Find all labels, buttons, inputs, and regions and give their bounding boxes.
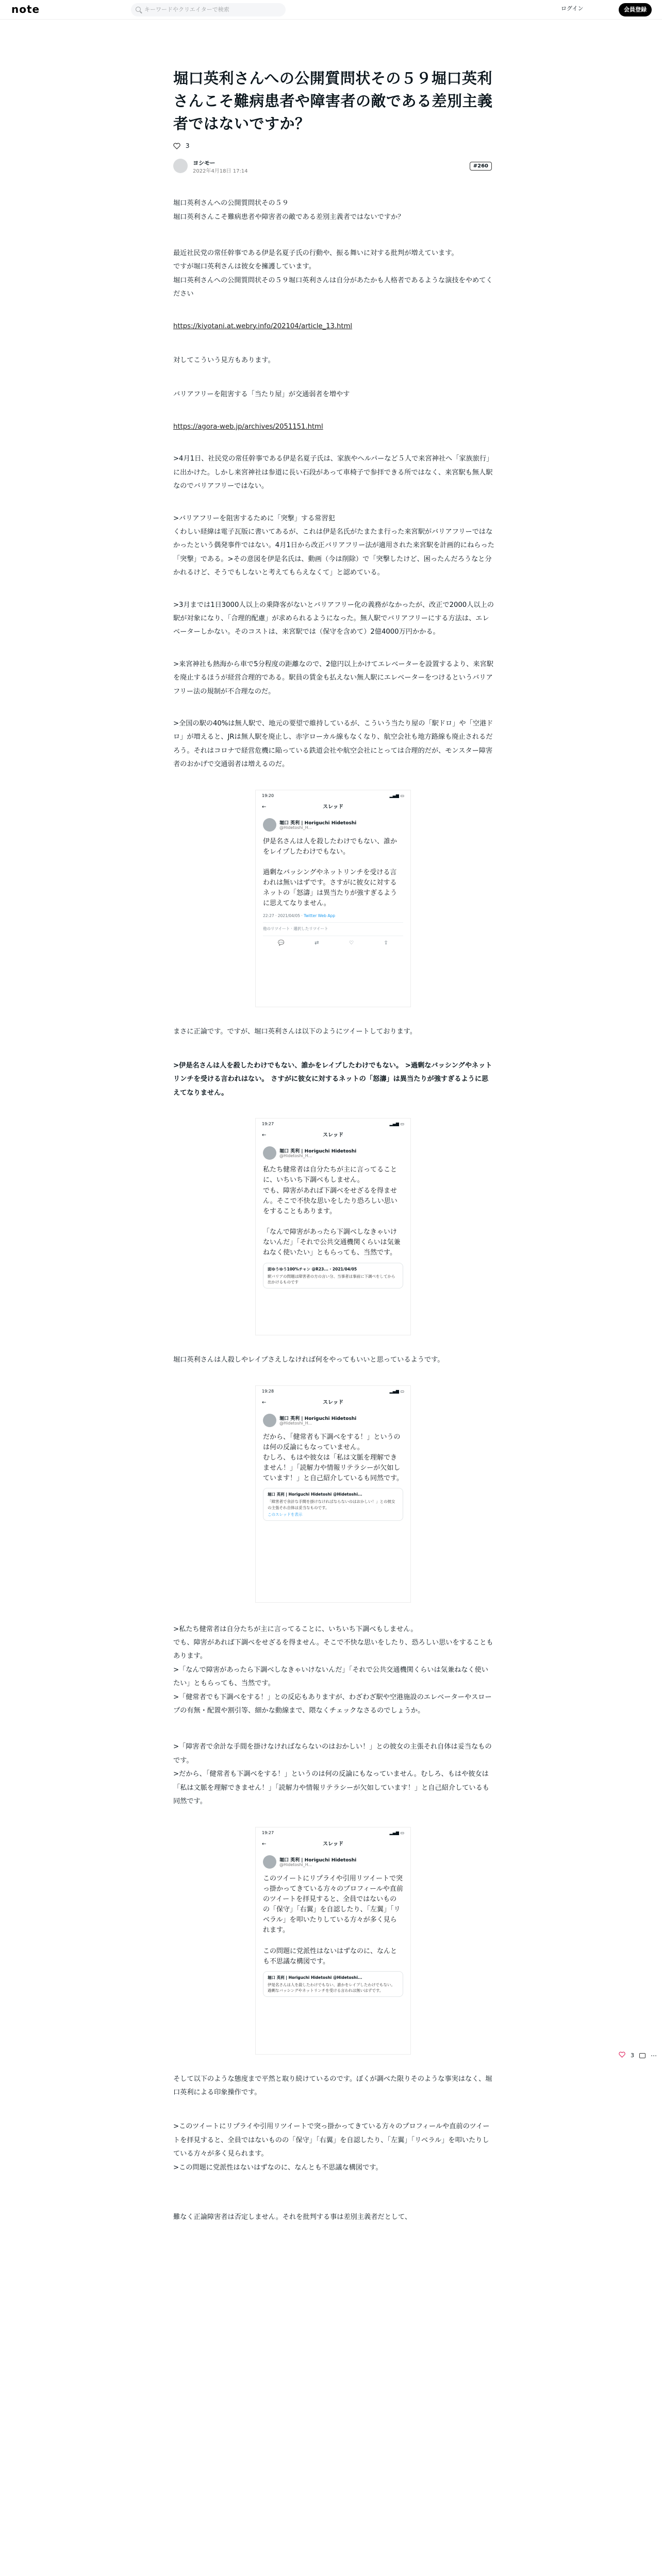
paragraph: そして以下のような態度まで平然と取り続けているのです。ぼくが調べた限りそのような事実はなく、堀口英利による印象操作です。: [173, 2075, 492, 2096]
tweet-stats: 他のリツイート · 選択したリツイート: [263, 922, 403, 931]
side-like-count: 3: [631, 2052, 634, 2059]
signal-icon: ▂▄▆ ▭: [389, 1830, 404, 1835]
tweet-nav-title: スレッド: [323, 1399, 343, 1405]
tweet-nav: [256, 1839, 410, 1850]
back-arrow-icon[interactable]: ←: [262, 1132, 267, 1139]
share-icon[interactable]: ⇪: [384, 940, 388, 946]
quoted-tweet: [263, 1971, 403, 1997]
back-arrow-icon[interactable]: ←: [262, 1399, 267, 1405]
search-input[interactable]: [131, 3, 286, 16]
article-link[interactable]: https://agora-web.jp/archives/2051151.html: [173, 422, 323, 431]
show-thread-link: このスレッドを表示: [268, 1512, 303, 1517]
paragraph: >3月までは1日3000人以上の乗降客がないとバリアフリー化の義務がなかったが、改正で2000人以上の駅が対象になり、「合理的配慮」が求められるようになった。無人駅でバリアフリーにする方法は、エレベーターしかない。そのコストは、来宮駅では（保守を含めて）2億4000万円かかる。: [173, 601, 494, 636]
note-logo[interactable]: note: [11, 3, 40, 15]
paragraph: バリアフリーを阻害する「当たり屋」が交通弱者を増やす: [173, 391, 350, 399]
tweet-author-name: 堀口 英利 | Horiguchi Hidetoshi: [279, 820, 357, 826]
tweet-nav-title: スレッド: [323, 1132, 343, 1139]
tweet-screenshot: [256, 790, 410, 1007]
comment-icon[interactable]: [639, 2053, 646, 2058]
tweet-nav: [256, 1130, 410, 1141]
signal-icon: ▂▄▆ ▭: [389, 793, 404, 798]
tweet-nav-title: スレッド: [323, 804, 343, 810]
tweet-header: [263, 818, 403, 834]
like-bar: [173, 142, 495, 152]
like-icon[interactable]: ♡: [349, 940, 354, 946]
quoted-tweet-text: 「障害者で余計な手間を掛けなければならないのはおかしい！」との彼女の主張それ自体は妥当なものです。: [268, 1499, 395, 1510]
status-time: 19:27: [262, 1830, 274, 1835]
bold-paragraph: >伊是名さんは人を殺したわけでもない、誰かをレイプしたわけでもない。 >過剰なバッシングやネットリンチを受ける言われはない。 さすがに彼女に対するネットの「怒濤」は異当たりが強すぎるように思えてなりません。: [173, 1062, 492, 1097]
phone-status-bar: [256, 790, 410, 802]
tweet-author-handle: @Hidetoshi_H...: [279, 1154, 312, 1159]
paragraph: 最近社民党の常任幹事である伊是名夏子氏の行動や、振る舞いに対する批判が増えています。 ですが堀口英利さんは彼女を擁護しています。 堀口英利さんへの公開質問状その５９堀口英利さんは自分があたかも人格者であるような演技をやめてください: [173, 249, 493, 298]
tweet-avatar: [263, 1414, 276, 1427]
tweet: [256, 813, 410, 951]
login-link[interactable]: ログイン: [561, 5, 584, 12]
search-icon: [136, 7, 141, 12]
tweet: [256, 1141, 410, 1294]
quoted-tweet-text: 伊是名さんは人を殺したわけでもない、誰かをレイプしたわけでもない。過剰なバッシングやネットリンチを受ける言われは無いはずです。: [268, 1982, 395, 1993]
paragraph: 堀口英利さんへの公開質問状その５９ 堀口英利さんこそ難病患者や障害者の敵である差別主義者ではないですか？: [173, 199, 405, 221]
hashtag-badge[interactable]: #260: [470, 162, 492, 171]
tweet-screenshot: [256, 1118, 410, 1335]
tweet-author-name: 堀口 英利 | Horiguchi Hidetoshi: [279, 1416, 357, 1421]
tweet-header: [263, 1146, 403, 1162]
tweet-avatar: [263, 1855, 276, 1869]
phone-status-bar: [256, 1386, 410, 1397]
paragraph: まさに正論です。ですが、堀口英利さんは以下のようにツイートしております。: [173, 1027, 417, 1036]
phone-status-bar: [256, 1827, 410, 1839]
tweet-author-name: 堀口 英利 | Horiguchi Hidetoshi: [279, 1149, 357, 1155]
status-time: 19:20: [262, 793, 274, 798]
status-time: 19:27: [262, 1122, 274, 1127]
tweet-author-handle: @Hidetoshi_H...: [279, 1420, 312, 1426]
tweet-avatar: [263, 1146, 276, 1160]
quoted-tweet: [263, 1263, 403, 1289]
tweet: [256, 1850, 410, 2003]
side-actions: [619, 2052, 657, 2059]
tweet-author-handle: @Hidetoshi_H...: [279, 1862, 312, 1867]
article-title: 堀口英利さんへの公開質問状その５９堀口英利さんこそ難病患者や障害者の敵である差別主義者ではないですか？: [173, 70, 493, 133]
retweet-icon[interactable]: ⇄: [315, 940, 319, 946]
tweet-text: 伊是名さんは人を殺したわけでもない、誰かをレイプしたわけでもない。 過剰なバッシングやネットリンチを受ける言われは無いはずです。さすがに彼女に対するネットの「怒濤」は異当たりが強すぎるように思えてなりません。: [263, 837, 398, 908]
quoted-tweet-text: 駅バリアの問題は障害者の方の言い分、当事者は事前に下調べをしてから出かけるものです: [268, 1274, 395, 1284]
paragraph: >4月1日、社民党の常任幹事である伊是名夏子氏は、家族やヘルパーなど５人で来宮神社へ「家族旅行」に出かけた。しかし来宮神社は参道に長い石段があって車椅子で参拝できる所ではなく、来宮駅も無人駅なのでバリアフリーではない。: [173, 455, 493, 490]
author-name[interactable]: ヨシモー: [193, 160, 216, 167]
paragraph: >私たち健常者は自分たちが主に言ってることに、いちいち下調べもしません。 でも、障害があれば下調べをせざるを得ません。そこで不快な思いをしたり、恐ろしい思いをすることもあります。 >「なんで障害があったら下調べしなきゃいけないんだ」「それで公共交通機関くらいは気兼ねなく使いたい」ともらっても、当然です。 >「健常者でも下調べをする！」との反応もありますが、わざわざ駅や空港施設のエレベーターやスロープの有無・配置や割引等、細かな動線まで、隈なくチェックなさるのでしょうか。: [173, 1625, 493, 1715]
tweet-avatar: [263, 818, 276, 832]
quoted-tweet: [263, 1488, 403, 1521]
tweet-timestamp: 22:27 · 2021/04/05 ·: [263, 913, 304, 918]
tweet-actions: [263, 936, 403, 946]
search-placeholder: キーワードやクリエイターで検索: [144, 6, 229, 13]
tweet-screenshot: [256, 1386, 410, 1602]
tweet-source: Twitter Web App: [304, 913, 336, 918]
paragraph: 堀口英利さんは人殺しやレイプさえしなければ何をやってもいいと思っているようです。: [173, 1356, 444, 1364]
quoted-tweet-author: 堀口 英利 | Horiguchi Hidetoshi @Hidetoshi...: [268, 1492, 362, 1497]
tweet-text: このツイートにリプライや引用リツイートで突っ掛かってきている方々のプロフィールや直前のツイートを拝見すると、全員ではないものの「保守」「右翼」を自認したり、「左翼」「リベラル」を叩いたりしている方々が多く見られます。 この問題に党派性はないはずなのに、なんとも不思議な構図です。: [263, 1874, 403, 1965]
like-count: 3: [185, 142, 190, 150]
paragraph: >バリアフリーを阻害するために「突撃」する常習犯 くわしい経緯は電子瓦版に書いてあるが、これは伊是名氏がたまたま行った来宮駅がバリアフリーではなかったという偶発事件ではない。4月1日から改正バリアフリー法が適用された来宮駅を計画的にねらった「突撃」である。>その意図を伊是名氏は、動画（今は削除）で「突撃したけど、困ったんだろうなと分かれるけど、そうでもしないと考えてもらえなくて」と認めている。: [173, 514, 494, 577]
reply-icon[interactable]: 💬: [278, 940, 285, 946]
article-body: [173, 197, 495, 2224]
heart-icon[interactable]: [173, 143, 180, 149]
tweet-nav: [256, 802, 410, 813]
quoted-tweet-author: 面ゆうゆう100%チャン @R23... · 2021/04/05: [268, 1266, 357, 1272]
register-button[interactable]: 会員登録: [619, 3, 652, 16]
tweet-author-handle: @Hidetoshi_H...: [279, 825, 312, 830]
tweet-header: [263, 1855, 403, 1871]
tweet-screenshot: [256, 1827, 410, 2054]
phone-status-bar: [256, 1118, 410, 1130]
paragraph: >全国の駅の40%は無人駅で、地元の要望で維持しているが、こういう当たり屋の「駅ドロ」や「空港ドロ」が増えると、JRは無人駅を廃止し、赤字ローカル線もなくなり、航空会社も地方路線も廃止されるだろう。それはコロナで経営危機に陥っている鉄道会社や航空会社にとっては合理的だが、モンスター障害者のおかげで交通弱者は増えるのだ。: [173, 719, 493, 769]
author-block: [173, 158, 495, 176]
paragraph: 対してこういう見方もあります。: [173, 357, 275, 365]
tweet-text: だから、「健常者も下調べをする！」というのは何の反論にもなっていません。 むしろ、もはや彼女は「私は文脈を理解できません！」「読解力や情報リテラシーが欠如しています！」と自己紹介しているも同然です。: [263, 1433, 403, 1483]
paragraph: >このツイートにリプライや引用リツイートで突っ掛かってきている方々のプロフィールや直前のツイートを拝見すると、全員ではないものの「保守」「右翼」を自認したり、「左翼」「リベラル」を叩いたりしている方々が多く見られます。 >この問題に党派性はないはずなのに、なんとも不思議な構図です。: [173, 2123, 490, 2172]
share-icon[interactable]: ⋯: [651, 2052, 657, 2059]
avatar[interactable]: [173, 159, 188, 173]
top-header: [0, 0, 662, 20]
tweet-author-name: 堀口 英利 | Horiguchi Hidetoshi: [279, 1857, 357, 1863]
publish-date: 2022年4月18日 17:14: [193, 168, 248, 175]
status-time: 19:28: [262, 1388, 274, 1394]
tweet-nav-title: スレッド: [323, 1841, 343, 1847]
tweet-text: 私たち健常者は自分たちが主に言ってることに、いちいち下調べもしません。 でも、障害があれば下調べをせざるを得ません。そこで不快な思いをしたり恐ろしい思いをすることもあります。 「なんで障害があったら下調べしなきゃいけないんだ」「それで公共交通機関くらいは気兼ねなく使いたい」ともらっても、当然です。: [263, 1166, 401, 1257]
tweet-header: [263, 1414, 403, 1429]
article-link[interactable]: https://kiyotani.at.webry.info/202104/article_13.html: [173, 322, 353, 330]
signal-icon: ▂▄▆ ▭: [389, 1388, 404, 1394]
paragraph: >来宮神社も熱海から車で5分程度の距離なので、2億円以上かけてエレベーターを設置するより、来宮駅を廃止するほうが経営合理的である。駅員の賃金も払えない無人駅にエレベーターをつけるというバリアフリー法の規制が不合理なのだ。: [173, 660, 493, 696]
like-heart-icon[interactable]: [619, 2052, 625, 2059]
article: [173, 67, 495, 2224]
paragraph: >「障害者で余計な手間を掛けなければならないのはおかしい！」との彼女の主張それ自体は妥当なものです。 >だから、「健常者も下調べをする！」というのは何の反論にもなっていません。むしろ、もはや彼女は「私は文脈を理解できません！」「読解力や情報リテラシーが欠如しています！」と自己紹介しているも同然です。: [173, 1743, 492, 1806]
tweet-meta: [263, 913, 403, 918]
quoted-tweet-author: 堀口 英利 | Horiguchi Hidetoshi @Hidetoshi...: [268, 1975, 362, 1980]
paragraph: 難なく正論障害者は否定しません。それを批判する事は差別主義者だとして、: [173, 2213, 412, 2221]
back-arrow-icon[interactable]: ←: [262, 1841, 267, 1847]
signal-icon: ▂▄▆ ▭: [389, 1122, 404, 1127]
tweet-nav: [256, 1397, 410, 1409]
tweet: [256, 1409, 410, 1526]
back-arrow-icon[interactable]: ←: [262, 804, 267, 810]
